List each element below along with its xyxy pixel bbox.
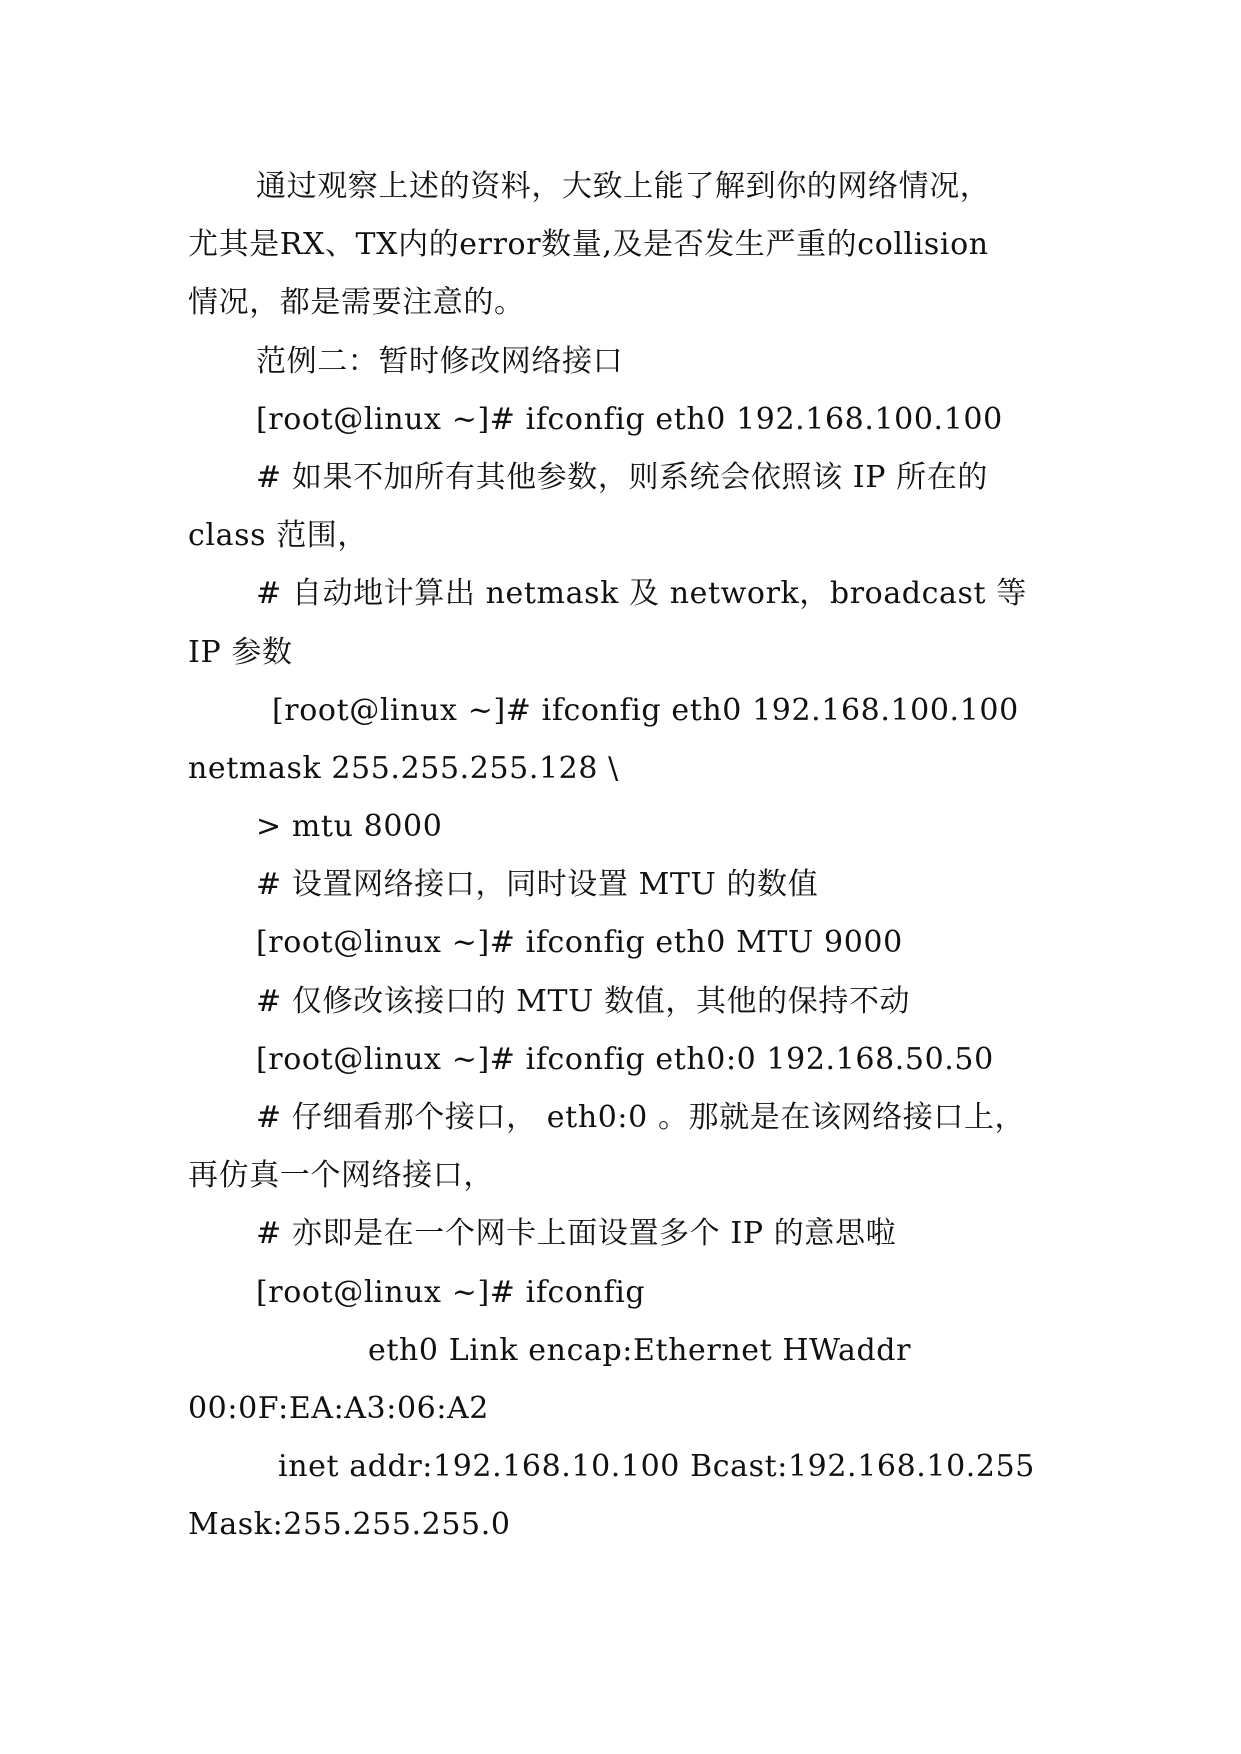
command-line: [root@linux ~]# ifconfig xyxy=(256,1274,646,1310)
paragraph-line: 尤其是RX、TX内的error数量,及是否发生严重的collision xyxy=(188,227,989,263)
comment-line: # 如果不加所有其他参数，则系统会依照该 IP 所在的 xyxy=(256,459,988,495)
output-line: inet addr:192.168.10.100 Bcast:192.168.10.255 xyxy=(278,1449,1035,1485)
comment-line: IP 参数 xyxy=(188,634,293,670)
output-line: eth0 Link encap:Ethernet HWaddr xyxy=(368,1332,912,1368)
document-body xyxy=(188,158,1056,1555)
paragraph-line: 情况，都是需要注意的。 xyxy=(188,285,525,321)
command-line: netmask 255.255.255.128 \ xyxy=(188,750,619,786)
comment-line: # 自动地计算出 netmask 及 network，broadcast 等 xyxy=(256,576,1027,612)
output-line: Mask:255.255.255.0 xyxy=(188,1507,511,1543)
section-heading: 范例二：暂时修改网络接口 xyxy=(256,343,624,379)
output-line: 00:0F:EA:A3:06:A2 xyxy=(188,1390,489,1426)
command-line: [root@linux ~]# ifconfig eth0 192.168.100.100 xyxy=(256,401,1003,437)
command-line: [root@linux ~]# ifconfig eth0 MTU 9000 xyxy=(256,925,903,961)
command-line: [root@linux ~]# ifconfig eth0:0 192.168.50.50 xyxy=(256,1041,994,1077)
comment-line: # 仔细看那个接口， eth0:0 。那就是在该网络接口上， xyxy=(256,1100,1026,1135)
paragraph-line: 通过观察上述的资料，大致上能了解到你的网络情况， xyxy=(256,169,991,204)
comment-line: class 范围， xyxy=(188,518,369,554)
comment-line: # 亦即是在一个网卡上面设置多个 IP 的意思啦 xyxy=(256,1216,897,1252)
command-line: > mtu 8000 xyxy=(256,809,443,845)
command-line: [root@linux ~]# ifconfig eth0 192.168.100.100 xyxy=(272,692,1019,728)
comment-line: # 设置网络接口，同时设置 MTU 的数值 xyxy=(256,867,819,903)
comment-line: 再仿真一个网络接口， xyxy=(188,1158,494,1194)
comment-line: # 仅修改该接口的 MTU 数值，其他的保持不动 xyxy=(256,983,911,1019)
